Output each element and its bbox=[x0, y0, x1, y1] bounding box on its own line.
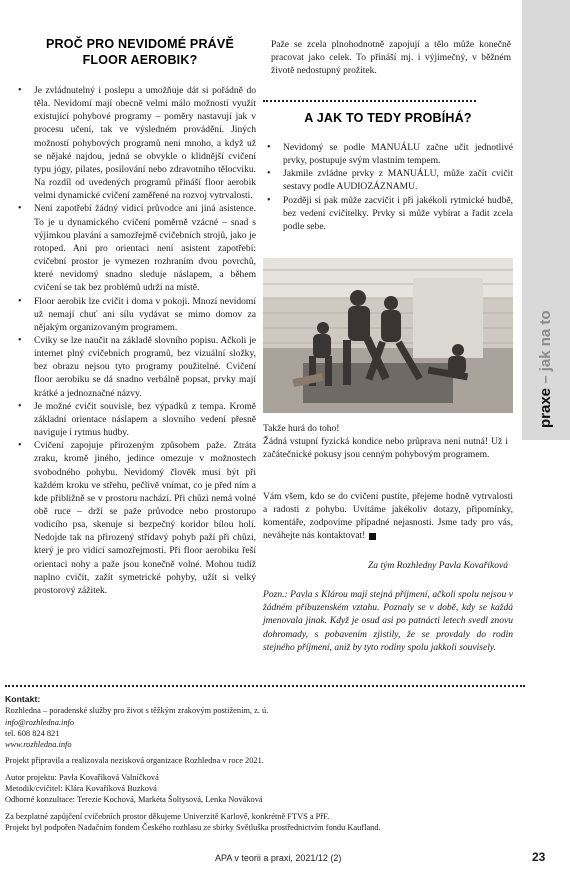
signature: Za tým Rozhledny Pavla Kovaříková bbox=[368, 560, 508, 571]
end-mark-icon bbox=[369, 533, 376, 540]
project-consultants: Odborné konzultace: Terezie Kochová, Markéta Šoltysová, Lenka Nováková bbox=[5, 795, 263, 805]
list-item: • Cviky se lze naučit na základě slovního popisu. Ačkoli je internet plný cvičebních programů, bez vizuální složky, bez obrazu nejsou tyto programy použitelné. Cvičení floor aerobiku se dá snadno verbálně popsat, prvky mají krátké a jednoznačné názvy. bbox=[24, 334, 256, 400]
project-author: Autor projektu: Pavla Kovaříková Valníčková bbox=[5, 772, 159, 782]
intro-paragraph: Paže se zcela plnohodnotně zapojují a tělo může konečně pracovat jako celek. To přináší mj. i výjimečný, v běžném životě nedostupný prožitek. bbox=[271, 39, 511, 77]
reasons-list bbox=[24, 84, 256, 597]
list-item: • Jakmile zvládne prvky z MANUÁLU, může začít cvičit sestavy podle AUDIOZÁZNAMU. bbox=[273, 167, 513, 193]
gym-photo-illustration bbox=[263, 258, 513, 413]
phone: tel. 608 824 821 bbox=[5, 728, 60, 738]
invite-text: Vám všem, kdo se do cvičení pustíte, přejeme hodně vytrvalosti a radosti z pohybu. Uvítáme jakékoliv dotazy, připomínky, komentáře, zodpovíme případné nejasnosti. Jsme tady pro vás, neváhejte nás kontaktovat! bbox=[263, 491, 513, 542]
heading-line-2: FLOOR AEROBIK? bbox=[82, 53, 198, 67]
list-item: • Nevidomý se podle MANUÁLU začne učit jednotlivé prvky, postupuje svým vlastním tempem. bbox=[273, 141, 513, 167]
dotted-divider bbox=[263, 100, 476, 102]
paragraph-fitness: Žádná vstupní fyzická kondice nebo průprava není nutná! Už i začátečnické pokusy jsou cenným pohybovým programem. bbox=[263, 436, 508, 461]
list-item: • Není zapotřebí žádný vidicí průvodce ani jiná asistence. To je u dynamického cvičení poměrně vzácné – snad s výjimkou plavání a samozřejmě cvičebních strojů, jako je rotoped. Ani pro orientaci není asistent zapotřebí: cvičební prostor je vymezen rozhraním dvou povrchů, které nevidomý snadno sleduje náslapem, a během cvičení se tak bez problémů udrží na místě. bbox=[24, 202, 256, 294]
section-subname: – jak na to bbox=[537, 310, 554, 388]
page-number: 23 bbox=[532, 850, 546, 864]
journal-line: APA v teorii a praxi, 2021/12 (2) bbox=[215, 853, 342, 863]
web-link[interactable]: www.rozhledna.info bbox=[5, 740, 72, 750]
contact-footer bbox=[5, 694, 525, 833]
svg-text:praxe – jak na to bbox=[537, 310, 554, 428]
paragraph-cheer: Takže hurá do toho! bbox=[263, 423, 340, 434]
section-name: praxe bbox=[537, 387, 554, 428]
steps-list bbox=[273, 141, 513, 233]
contact-label: Kontakt: bbox=[5, 694, 41, 704]
exercise-photo bbox=[263, 258, 513, 413]
list-item: • Je možné cvičit souvisle, bez výpadků z tempa. Kromě základní orientace náslapem a slovního vedení přesně naviguje i rytmus hudby. bbox=[24, 400, 256, 439]
dotted-divider-bottom bbox=[5, 685, 525, 687]
section-heading-why bbox=[24, 36, 256, 68]
paragraph-contact-invite bbox=[263, 490, 513, 542]
list-item: • Je zvládnutelný i poslepu a umožňuje dát si pořádně do těla. Nevidomí mají obecně velmi málo možností využít existující pohybové programy – poměry nastavují jak v procesu učení, tak ve výsledném provádění. Jiných možností pohybových programů není mnoho, a když už se nějaké najdou, jedná se obvykle o klidnější cvičení typu jógy, pilates, posilování nebo zdravotního tělocviku. Na rozdíl od uvedených programů přináší floor aerobik velmi dynamické cvičení zaměřené na rozvoj vytrvalosti. bbox=[24, 84, 256, 202]
email-link[interactable]: info@rozhledna.info bbox=[5, 717, 75, 727]
organization: Rozhledna – poradenské služby pro život s těžkým zrakovým postižením, z. ú. bbox=[5, 706, 269, 716]
footnote: Pozn.: Pavla s Klárou mají stejná příjmení, ačkoli spolu nejsou v žádném příbuzenském vztahu. Poznaly se v době, kdy se každá jmenovala jinak. Když je osud asi po patnácti letech svedl znovu dohromady, s pobavením zjistily, že se provdaly do rodin stejného příjmení, aniž by tyto rodiny spolu jakkoli souvisely. bbox=[263, 589, 513, 653]
project-support: Projekt byl podpořen Nadačním fondem Českého rozhlasu ze sbírky Světluška prostřednictvím fondu Kaufland. bbox=[5, 822, 381, 832]
list-item: • Floor aerobik lze cvičit i doma v pokoji. Mnozí nevidomí už nemají chuť ani sílu vydávat se mimo domov za nějakým organizovaným programem. bbox=[24, 295, 256, 334]
section-label bbox=[528, 290, 562, 430]
section-heading-how: A JAK TO TEDY PROBÍHÁ? bbox=[304, 111, 472, 125]
list-item: • Později si pak může zacvičit i při jakékoli rytmické hudbě, bez vedení cvičitelky. Prvky si může vybírat a řadit zcela podle sebe. bbox=[273, 194, 513, 233]
heading-line-1: PROČ PRO NEVIDOMÉ PRÁVĚ bbox=[46, 37, 234, 51]
section-label-vertical bbox=[528, 290, 562, 430]
project-info: Projekt připravila a realizovala nezisková organizace Rozhledna v roce 2021. bbox=[5, 756, 264, 766]
space-thanks: Za bezplatné zapůjčení cvičebních prostor děkujeme Univerzitě Karlově, konkrétně FTVS a PřF. bbox=[5, 811, 330, 821]
project-methodist: Metodik/cvičitel: Klára Kovaříková Buzková bbox=[5, 784, 157, 794]
list-item: • Cvičení zapojuje přirozeným způsobem paže. Ztráta zraku, kromě jiného, jedince omezuje v možnostech svobodného pohybu. Nevidomý člověk musí být při každém kroku ve střehu, pečlivě vnímat, co je před ním a kde přibližně se v prostoru nachází. Při chůzi nemá volné obě ruce – drží se paže průvodce nebo prostorupo vodicího psa, skenuje si bezpečný koridor bílou holí. Nedojde tak na přirozený střídavý pohyb paží při chůzi, který je pro vidící samozřejmostí. Při floor aerobiku řeší orientaci nohy a paže jsou konečně volné. Mohou tudíž naplno cvičit, zažít symetrické pohyby, užít si velký prostorový zážitek. bbox=[24, 439, 256, 597]
